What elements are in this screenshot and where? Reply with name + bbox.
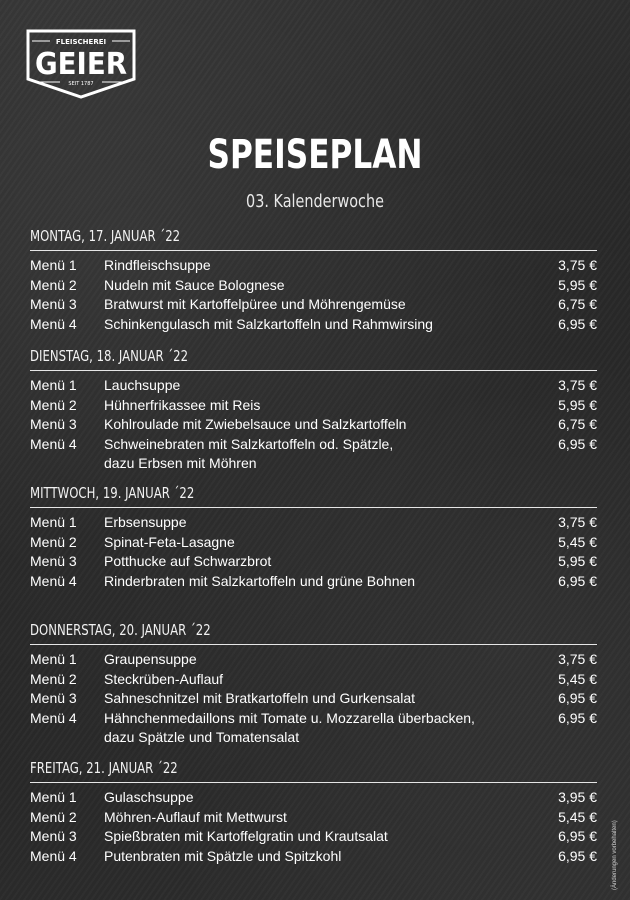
dish-name [104,435,537,474]
price: 3,75 € [558,514,597,530]
menu-row [30,256,597,276]
menu-label: Menü 3 [30,553,77,570]
menu-row [30,572,597,592]
dish-name: Hühnerfrikassee mit Reis [104,396,261,413]
changes-reserved-note: (Änderungen vorbehalten) [612,820,618,890]
dish-name: Potthucke auf Schwarzbrot [104,553,272,570]
menu-label: Menü 2 [30,808,77,825]
menu-row [30,847,597,867]
menu-label: Menü 1 [30,377,77,393]
price: 5,45 € [558,670,597,687]
day-section-monday [30,226,597,334]
price: 3,75 € [558,377,597,393]
menu-row [30,396,597,416]
dish-name: Spießbraten mit Kartoffelgratin und Krautsalat [104,828,388,845]
dish-name: Lauchsuppe [104,377,181,393]
day-header: FREITAG, 21. JANUAR ´22 [30,759,178,777]
dish-name: Rindfleischsuppe [104,257,211,273]
price: 6,95 € [558,435,597,452]
menu-label: Menü 2 [30,276,77,293]
price: 3,75 € [558,257,597,273]
menu-label: Menü 3 [30,690,77,707]
menu-label: Menü 1 [30,257,77,273]
dish-name: Kohlroulade mit Zwiebelsauce und Salzkartoffeln [104,416,407,433]
menu-label: Menü 2 [30,670,77,687]
menu-label: Menü 2 [30,533,77,550]
price: 5,45 € [558,533,597,550]
day-section-friday [30,758,597,866]
dish-name: Nudeln mit Sauce Bolognese [104,276,285,293]
dish-name: Schinkengulasch mit Salzkartoffeln und Rahmwirsing [104,315,433,332]
menu-label: Menü 3 [30,828,77,845]
dish-name: Graupensuppe [104,651,197,667]
dish-name: Bratwurst mit Kartoffelpüree und Möhrengemüse [104,296,406,313]
dish-line-1: Schweinebraten mit Salzkartoffeln od. Spätzle, [104,435,394,452]
dish-name: Möhren-Auflauf mit Mettwurst [104,808,287,825]
price: 5,45 € [558,808,597,825]
divider [30,782,597,783]
dish-name: Sahneschnitzel mit Bratkartoffeln und Gurkensalat [104,690,416,707]
menu-row [30,670,597,690]
menu-row [30,513,597,533]
logo-bottom-text: SEIT 1787 [68,81,94,87]
dish-name: Erbsensuppe [104,514,187,530]
day-section-thursday [30,620,597,748]
dish-name: Gulaschsuppe [104,789,194,805]
menu-row [30,788,597,808]
menu-label: Menü 1 [30,514,77,530]
menu-row [30,533,597,553]
divider [30,507,597,508]
menu-row [30,435,597,474]
logo-brand-text: GEIER [35,47,127,82]
menu-row [30,376,597,396]
price: 6,75 € [558,416,597,433]
menu-label: Menü 3 [30,416,77,433]
price: 5,95 € [558,396,597,413]
divider [30,250,597,251]
menu-row [30,650,597,670]
menu-row [30,552,597,572]
price: 6,95 € [558,828,597,845]
day-header: DONNERSTAG, 20. JANUAR ´22 [30,621,211,639]
menu-label: Menü 4 [30,435,77,452]
price: 5,95 € [558,553,597,570]
menu-row [30,276,597,296]
price: 6,95 € [558,690,597,707]
menu-label: Menü 1 [30,789,77,805]
day-header: DIENSTAG, 18. JANUAR ´22 [30,347,189,365]
price: 6,75 € [558,296,597,313]
dish-line-2: dazu Erbsen mit Möhren [104,455,257,472]
dish-name: Steckrüben-Auflauf [104,670,224,687]
menu-label: Menü 4 [30,572,77,589]
price: 5,95 € [558,276,597,293]
menu-row [30,709,597,748]
price: 6,95 € [558,572,597,589]
day-section-tuesday [30,346,597,474]
menu-label: Menü 4 [30,709,77,726]
menu-label: Menü 4 [30,847,77,864]
dish-name [104,709,537,748]
day-header: MONTAG, 17. JANUAR ´22 [30,227,181,245]
divider [30,370,597,371]
menu-label: Menü 3 [30,296,77,313]
menu-row [30,689,597,709]
menu-label: Menü 4 [30,315,77,332]
price: 6,95 € [558,847,597,864]
price: 6,95 € [558,315,597,332]
menu-row [30,827,597,847]
price: 3,75 € [558,651,597,667]
day-header: MITTWOCH, 19. JANUAR ´22 [30,484,195,502]
menu-row [30,295,597,315]
fleischerei-geier-logo [24,27,138,99]
menu-row [30,315,597,335]
dish-name: Spinat-Feta-Lasagne [104,533,235,550]
price: 6,95 € [558,709,597,726]
dish-line-1: Hähnchenmedaillons mit Tomate u. Mozzarella überbacken, [104,709,475,726]
page-title: SPEISEPLAN [207,132,423,178]
dish-name: Putenbraten mit Spätzle und Spitzkohl [104,847,342,864]
logo-top-text: FLEISCHEREI [55,38,107,46]
day-section-wednesday [30,483,597,591]
menu-label: Menü 2 [30,396,77,413]
week-subtitle: 03. Kalenderwoche [246,191,384,212]
divider [30,644,597,645]
dish-name: Rinderbraten mit Salzkartoffeln und grüne Bohnen [104,572,416,589]
price: 3,95 € [558,789,597,805]
dish-line-2: dazu Spätzle und Tomatensalat [104,729,300,746]
menu-label: Menü 1 [30,651,77,667]
menu-row [30,415,597,435]
menu-row [30,808,597,828]
